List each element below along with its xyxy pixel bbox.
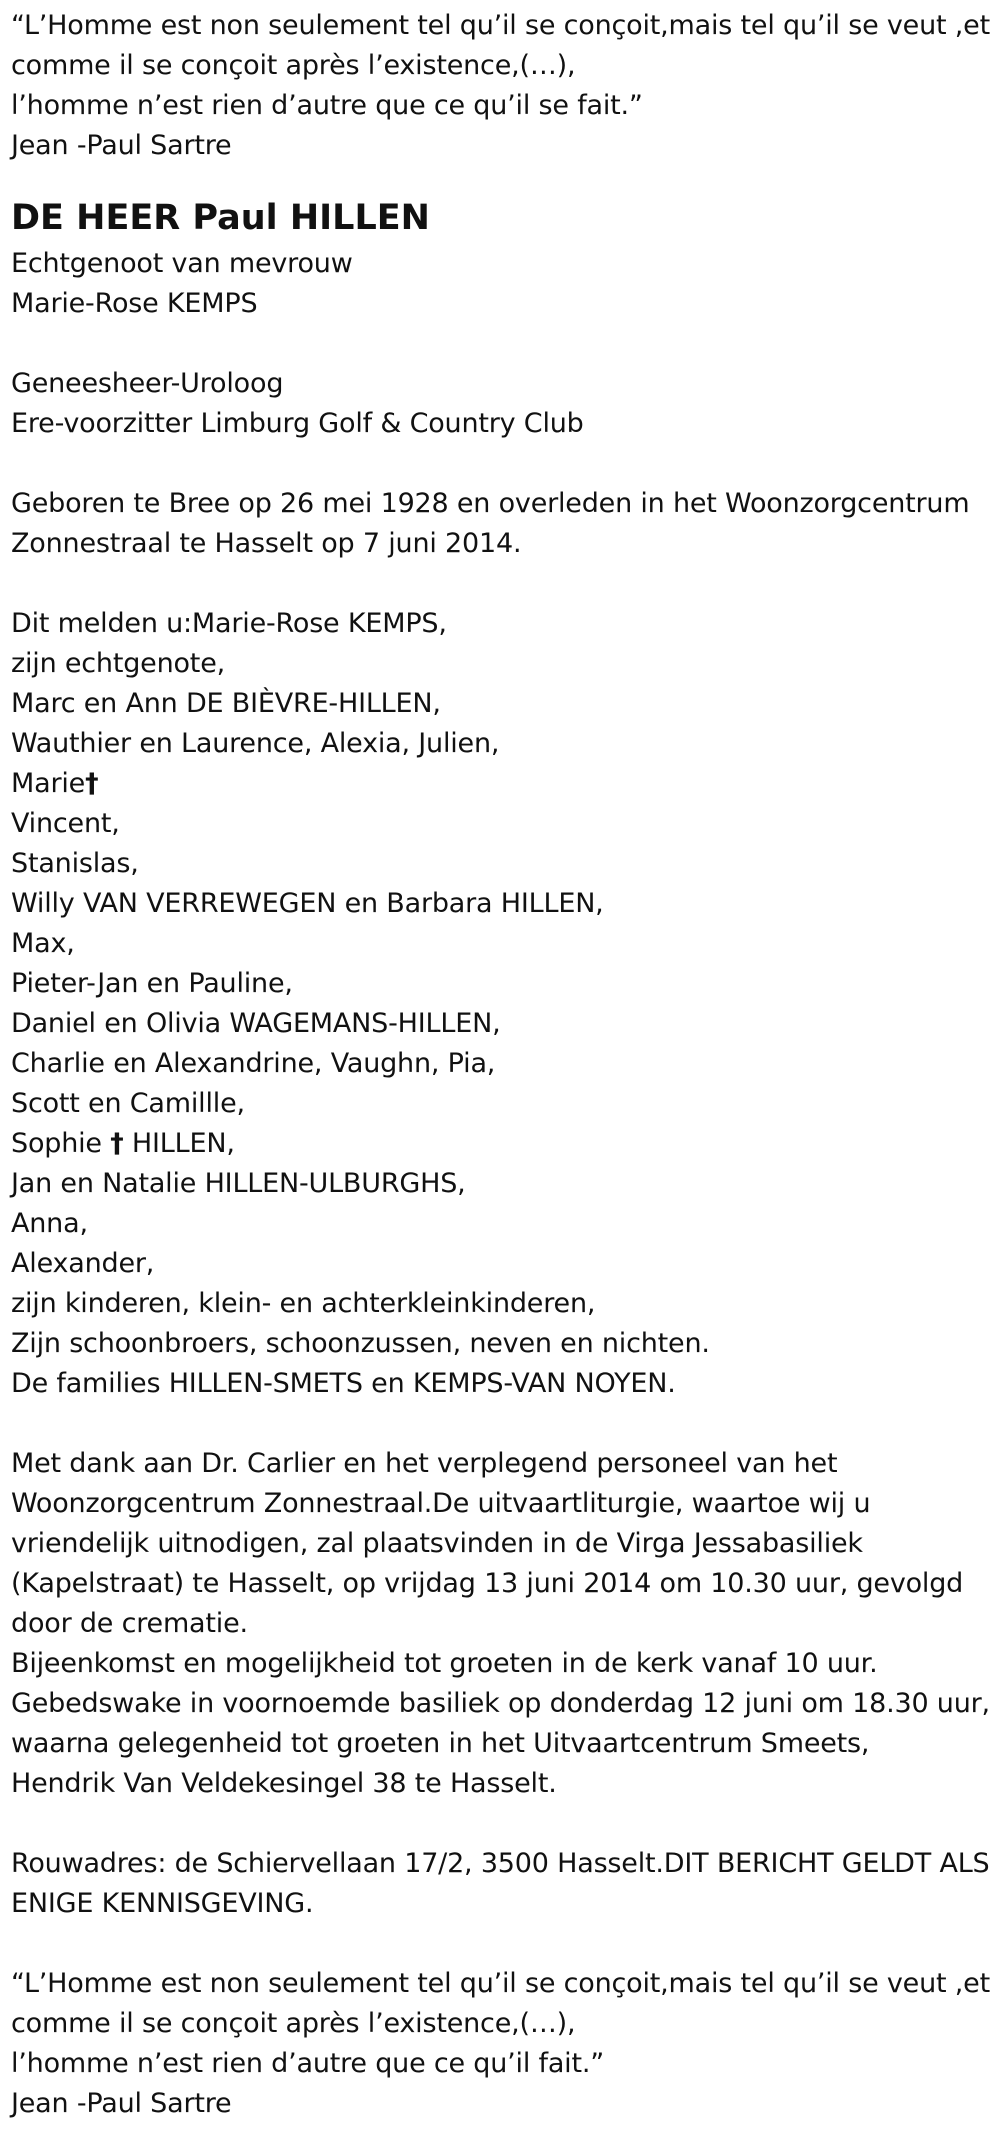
ceremony-line: Woonzorgcentrum Zonnestraal.De uitvaartliturgie, waartoe wij u [11, 1488, 871, 1519]
ceremony-line: Hendrik Van Veldekesingel 38 te Hasselt. [11, 1768, 557, 1799]
family-line: Stanislas, [11, 848, 139, 879]
family-line [11, 764, 996, 804]
address-line: ENIGE KENNISGEVING. [11, 1888, 314, 1919]
ceremony-line: Bijeenkomst en mogelijkheid tot groeten in de kerk vanaf 10 uur. [11, 1648, 878, 1679]
ceremony-line: door de crematie. [11, 1608, 248, 1639]
quote-author: Jean -Paul Sartre [11, 130, 232, 161]
quote-author: Jean -Paul Sartre [11, 2088, 232, 2119]
ceremony-line: (Kapelstraat) te Hasselt, op vrijdag 13 juni 2014 om 10.30 uur, gevolgd [11, 1568, 964, 1599]
family-line [11, 1124, 996, 1164]
family-line: Jan en Natalie HILLEN-ULBURGHS, [11, 1168, 466, 1199]
quote-line: l’homme n’est rien d’autre que ce qu’il fait.” [11, 2048, 605, 2079]
family-member-surname: HILLEN, [123, 1128, 235, 1159]
cross-icon: † [85, 768, 99, 799]
spacer [11, 1404, 996, 1444]
mourning-address [11, 1844, 996, 1924]
family-line: Zijn schoonbroers, schoonzussen, neven en nichten. [11, 1328, 710, 1359]
family-line: De families HILLEN-SMETS en KEMPS-VAN NOYEN. [11, 1368, 676, 1399]
ceremony-line: Met dank aan Dr. Carlier en het verplegend personeel van het [11, 1448, 838, 1479]
birth-death-line: Geboren te Bree op 26 mei 1928 en overleden in het Woonzorgcentrum [11, 488, 970, 519]
profession: Geneesheer-Uroloog [11, 368, 284, 399]
spacer [11, 1924, 996, 1964]
obituary-document [11, 6, 996, 2124]
quote-line: “L’Homme est non seulement tel qu’il se conçoit,mais tel qu’il se veut ,et [11, 10, 990, 41]
family-line: Wauthier en Laurence, Alexia, Julien, [11, 728, 500, 759]
family-line: Marc en Ann DE BIÈVRE-HILLEN, [11, 688, 441, 719]
quote-bottom [11, 1964, 996, 2124]
family-line: Anna, [11, 1208, 88, 1239]
spacer [11, 444, 996, 484]
spacer [11, 564, 996, 604]
spouse-label: Echtgenoot van mevrouw [11, 248, 353, 279]
address-line: Rouwadres: de Schiervellaan 17/2, 3500 Hasselt.DIT BERICHT GELDT ALS [11, 1848, 990, 1879]
quote-line: comme il se conçoit après l’existence,(…), [11, 50, 576, 81]
family-line: Pieter-Jan en Pauline, [11, 968, 293, 999]
honorary-title: Ere-voorzitter Limburg Golf & Country Club [11, 408, 584, 439]
spacer [11, 324, 996, 364]
ceremony-line: waarna gelegenheid tot groeten in het Uitvaartcentrum Smeets, [11, 1728, 870, 1759]
ceremony-details [11, 1444, 996, 1804]
quote-line: comme il se conçoit après l’existence,(…), [11, 2008, 576, 2039]
family-line: Scott en Camillle, [11, 1088, 245, 1119]
family-line: Alexander, [11, 1248, 155, 1279]
spouse-name: Marie-Rose KEMPS [11, 288, 258, 319]
family-line: Dit melden u:Marie-Rose KEMPS, [11, 608, 447, 639]
family-line: Willy VAN VERREWEGEN en Barbara HILLEN, [11, 888, 604, 919]
ceremony-line: Gebedswake in voornoemde basiliek op donderdag 12 juni om 18.30 uur, [11, 1688, 990, 1719]
birth-death-line: Zonnestraal te Hasselt op 7 juni 2014. [11, 528, 522, 559]
family-line: Charlie en Alexandrine, Vaughn, Pia, [11, 1048, 496, 1079]
quote-line: l’homme n’est rien d’autre que ce qu’il se fait.” [11, 90, 643, 121]
family-list [11, 604, 996, 1404]
deceased-name: DE HEER Paul HILLEN [11, 198, 430, 238]
family-line: Vincent, [11, 808, 120, 839]
quote-line: “L’Homme est non seulement tel qu’il se conçoit,mais tel qu’il se veut ,et [11, 1968, 990, 1999]
spacer [11, 166, 996, 192]
cross-icon: † [110, 1128, 124, 1159]
family-line: Daniel en Olivia WAGEMANS-HILLEN, [11, 1008, 501, 1039]
spacer [11, 1804, 996, 1844]
quote-top [11, 6, 996, 166]
ceremony-line: vriendelijk uitnodigen, zal plaatsvinden in de Virga Jessabasiliek [11, 1528, 863, 1559]
family-line: zijn echtgenote, [11, 648, 225, 679]
family-line: zijn kinderen, klein- en achterkleinkinderen, [11, 1288, 596, 1319]
family-member-name: Sophie [11, 1128, 111, 1159]
family-member-name: Marie [11, 768, 86, 799]
family-line: Max, [11, 928, 75, 959]
